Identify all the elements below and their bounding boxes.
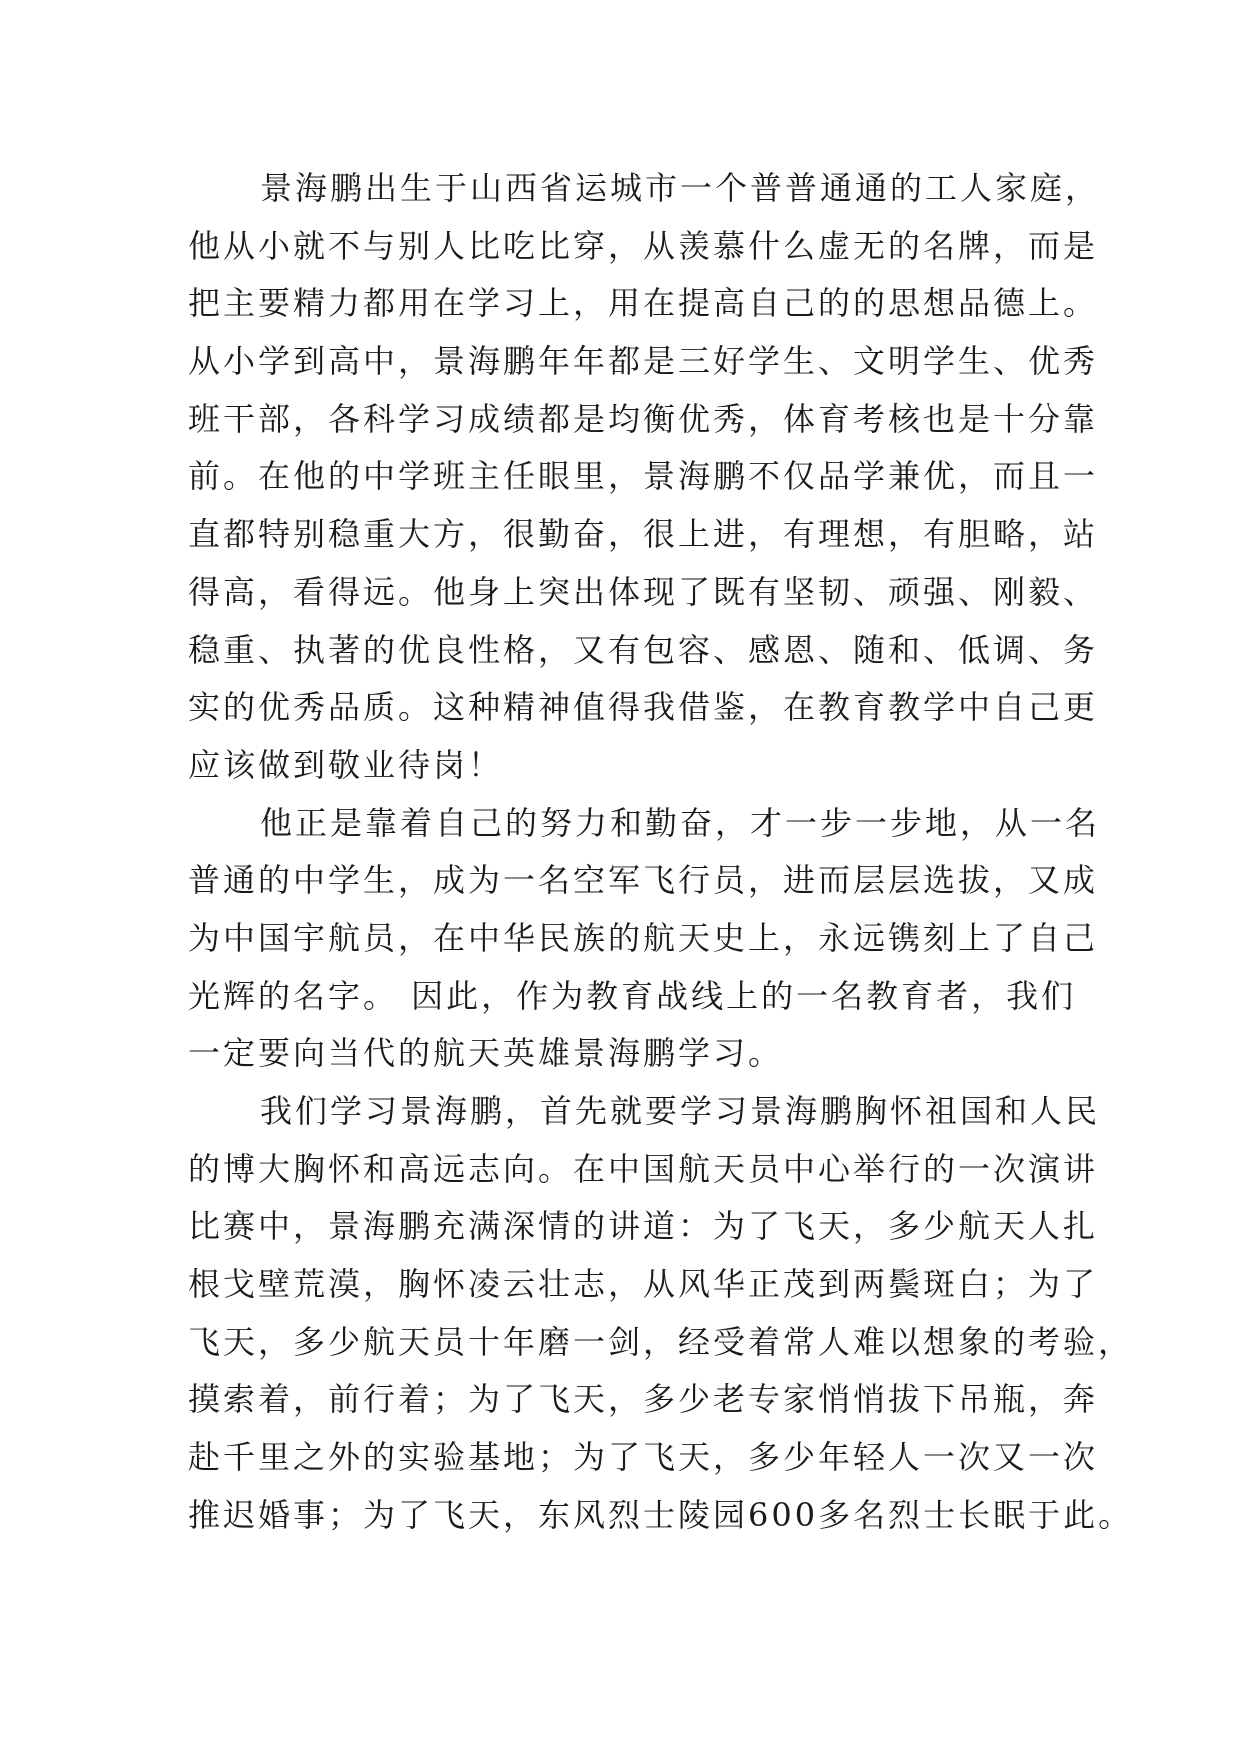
- paragraph-3: [188, 1083, 1134, 1545]
- text-line: 推迟婚事；为了飞天，东风烈士陵园600多名烈士长眠于此。: [188, 1495, 1134, 1534]
- text-line: 的博大胸怀和高远志向。在中国航天员中心举行的一次演讲: [188, 1149, 1099, 1188]
- text-line: 直都特别稳重大方，很勤奋，很上进，有理想，有胆略，站: [188, 515, 1099, 554]
- text-line: 根戈壁荒漠，胸怀凌云壮志，从风华正茂到两鬓斑白；为了: [188, 1265, 1099, 1304]
- text-line: 班干部，各科学习成绩都是均衡优秀，体育考核也是十分靠: [188, 399, 1099, 438]
- text-line: 比赛中，景海鹏充满深情的讲道：为了飞天，多少航天人扎: [188, 1207, 1099, 1246]
- text-line: 前。在他的中学班主任眼里，景海鹏不仅品学兼优，而且一: [188, 457, 1099, 496]
- text-line: 应该做到敬业待岗！: [188, 745, 504, 784]
- text-line: 我们学习景海鹏，首先就要学习景海鹏胸怀祖国和人民: [260, 1092, 1101, 1130]
- text-line: 一定要向当代的航天英雄景海鹏学习。: [188, 1034, 784, 1073]
- text-line: 为中国宇航员，在中华民族的航天史上，永远镌刻上了自己: [188, 918, 1099, 957]
- text-line: 把主要精力都用在学习上，用在提高自己的的思想品德上。: [188, 284, 1099, 323]
- text-line: 飞天，多少航天员十年磨一剑，经受着常人难以想象的考验，: [188, 1322, 1134, 1361]
- text-line: 从小学到高中，景海鹏年年都是三好学生、文明学生、优秀: [188, 342, 1099, 381]
- text-line: 景海鹏出生于山西省运城市一个普普通通的工人家庭，: [260, 169, 1101, 207]
- text-line: 稳重、执著的优良性格，又有包容、感恩、随和、低调、务: [188, 630, 1099, 669]
- text-line: 摸索着，前行着；为了飞天，多少老专家悄悄拔下吊瓶，奔: [188, 1380, 1099, 1419]
- text-line: 得高，看得远。他身上突出体现了既有坚韧、顽强、刚毅、: [188, 572, 1099, 611]
- document-body: [188, 160, 1134, 1545]
- text-line: 他正是靠着自己的努力和勤奋，才一步一步地，从一名: [260, 803, 1101, 842]
- text-line: 他从小就不与别人比吃比穿，从羡慕什么虚无的名牌，而是: [188, 226, 1099, 265]
- text-line: 光辉的名字。 因此，作为教育战线上的一名教育者，我们: [188, 976, 1077, 1015]
- text-line: 赴千里之外的实验基地；为了飞天，多少年轻人一次又一次: [188, 1438, 1099, 1477]
- text-line: 普通的中学生，成为一名空军飞行员，进而层层选拔，又成: [188, 861, 1099, 900]
- paragraph-1: [188, 160, 1101, 795]
- paragraph-2: [188, 795, 1101, 1083]
- text-line: 实的优秀品质。这种精神值得我借鉴，在教育教学中自己更: [188, 688, 1099, 727]
